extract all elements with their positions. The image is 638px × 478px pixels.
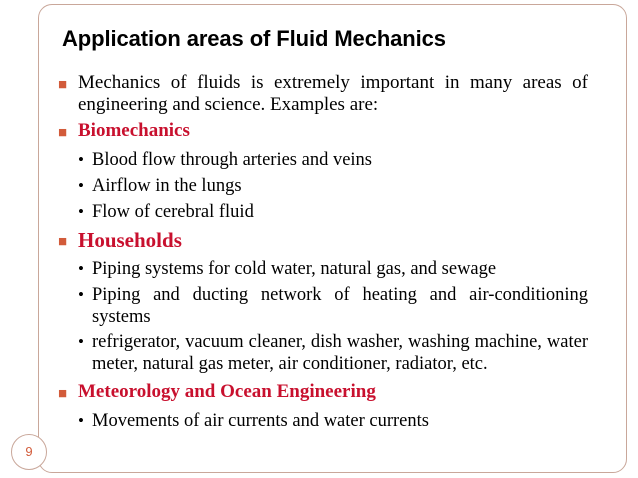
list-item [78,175,588,197]
section-heading: Meteorology and Ocean Engineering [78,381,376,402]
list-item-text: Blood flow through arteries and veins [92,150,373,170]
section-heading: Households [78,228,182,252]
bullet-marker-icon: ■ [58,386,68,402]
intro-text: Mechanics of fluids is extremely important in many areas of engineering and science. Examples are: [78,72,588,115]
list-item-text: Airflow in the lungs [92,176,242,196]
bullet-biomechanics [58,120,588,145]
sub-bullet-icon: • [78,202,84,221]
sub-bullet-icon: • [78,332,84,351]
bullet-meteorology [58,381,588,406]
slide-content [58,72,588,432]
sub-bullet-icon: • [78,150,84,169]
sub-bullet-icon: • [78,176,84,195]
list-item [78,201,588,223]
page-number-badge: 9 [11,434,47,470]
sub-bullet-icon: • [78,285,84,304]
list-item-text: Movements of air currents and water currents [92,411,429,431]
list-item [78,149,588,171]
list-item [78,410,588,432]
section-heading: Biomechanics [78,120,190,141]
list-item [78,258,588,280]
sub-bullet-icon: • [78,259,84,278]
bullet-households [58,229,588,254]
list-item-text: Piping and ducting network of heating and air-conditioning systems [92,285,588,327]
bullet-marker-icon: ■ [58,125,68,141]
bullet-marker-icon: ■ [58,77,68,93]
list-item-text: refrigerator, vacuum cleaner, dish washer, washing machine, water meter, natural gas meter, air conditioner, radiator, etc. [92,332,588,374]
bullet-marker-icon: ■ [58,234,68,250]
list-item-text: Piping systems for cold water, natural gas, and sewage [92,259,497,279]
list-item-text: Flow of cerebral fluid [92,202,254,222]
list-item [78,331,588,375]
slide-title: Application areas of Fluid Mechanics [62,26,446,51]
bullet-intro [58,72,588,116]
sub-bullet-icon: • [78,411,84,430]
list-item [78,284,588,328]
